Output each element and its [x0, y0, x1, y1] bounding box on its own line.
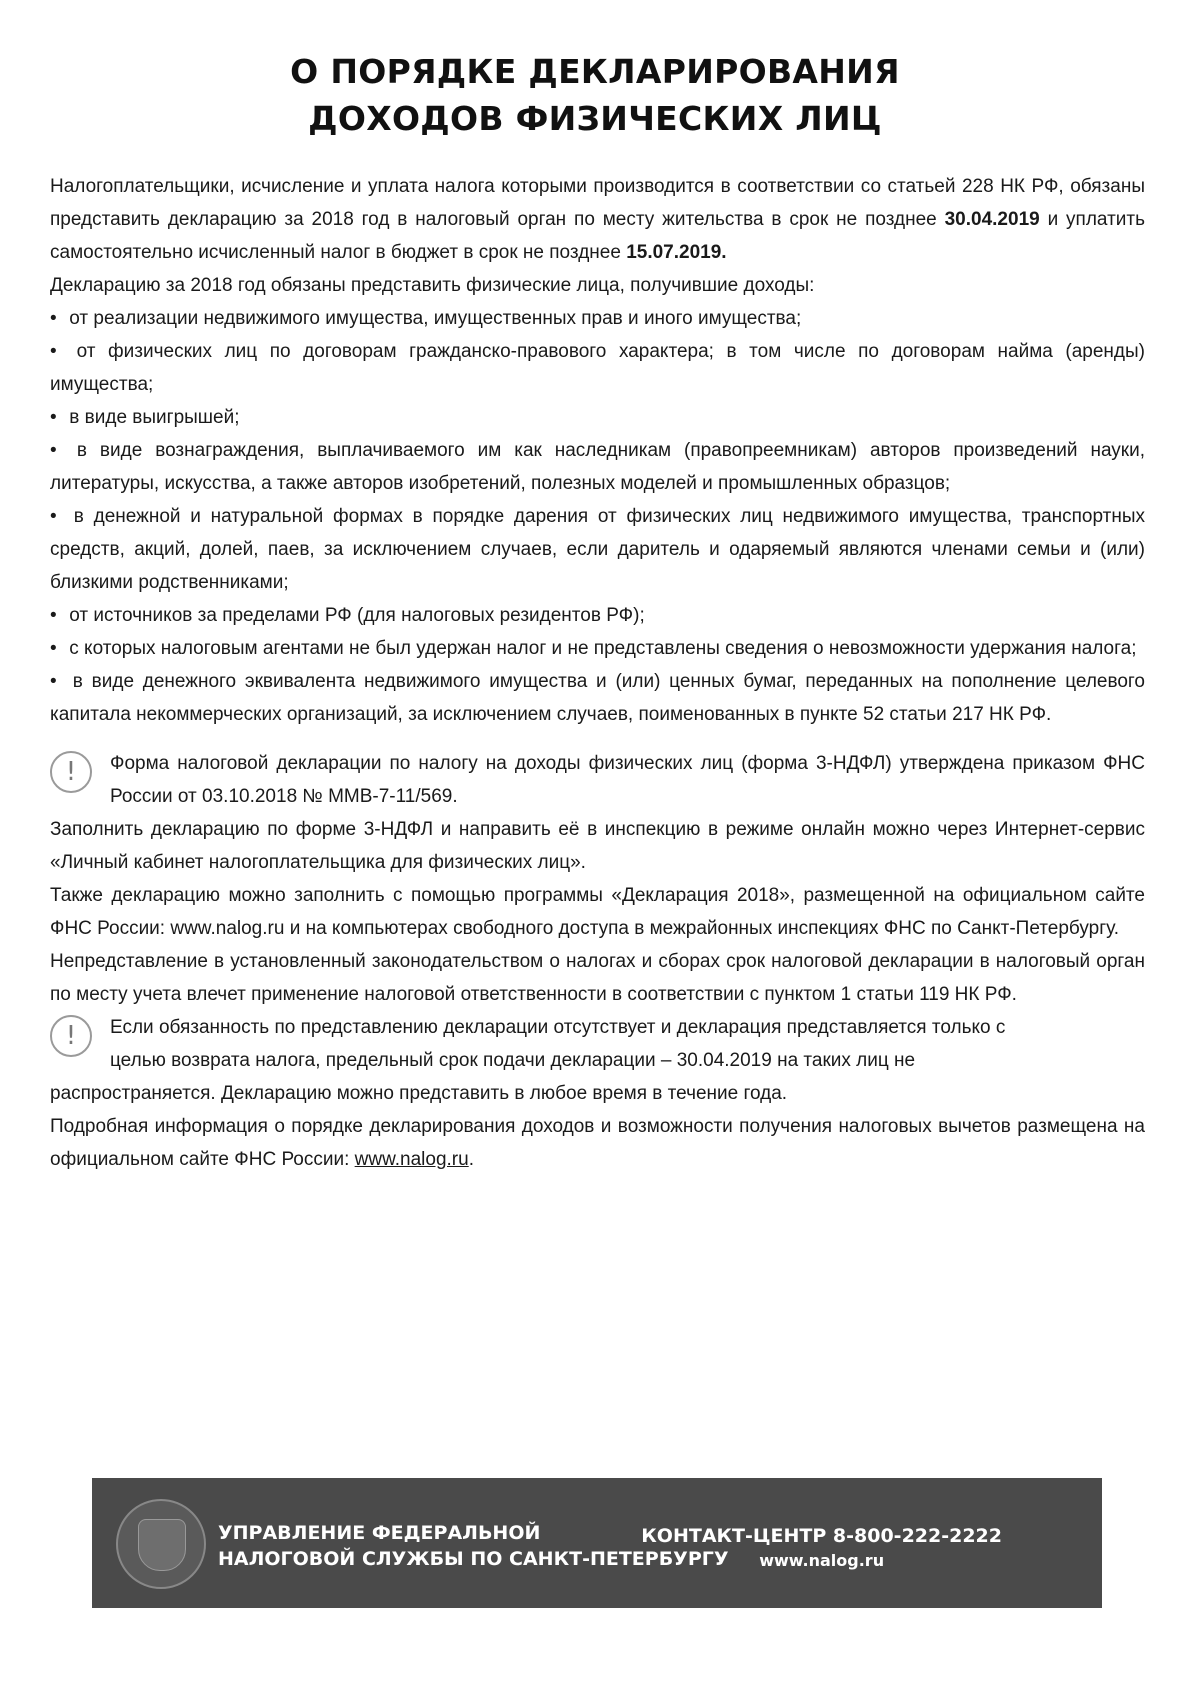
bullet-icon: • [50, 638, 57, 659]
note-text-rest: распространяется. Декларацию можно представить в любое время в течение года. [50, 1083, 788, 1104]
note-text-line-1: Если обязанность по представлению декларации отсутствует и декларация представляется только с [110, 1017, 1006, 1038]
note-refund [50, 1011, 1145, 1110]
note-form-approval [50, 747, 1145, 813]
note-text: Форма налоговой декларации по налогу на доходы физических лиц (форма 3-НДФЛ) утверждена приказом ФНС России от 03.10.2018 № ММВ-7-11/569. [110, 753, 1145, 807]
title-line-2: ДОХОДОВ ФИЗИЧЕСКИХ ЛИЦ [308, 99, 882, 138]
bullet-icon: • [50, 341, 57, 362]
paragraph-final [50, 1110, 1145, 1176]
intro-paragraph [50, 170, 1145, 269]
paragraph-program: Также декларацию можно заполнить с помощью программы «Декларация 2018», размещенной на официальном сайте ФНС России: www.nalog.ru и на компьютерах свободного доступа в межрайонных инспекциях ФНС по Санкт-Петербургу. [50, 885, 1145, 939]
deadline-date-declaration: 30.04.2019 [944, 209, 1040, 230]
note-text-line-2: целью возврата налога, предельный срок подачи декларации – 30.04.2019 на таких лиц не [110, 1050, 916, 1071]
list-item [50, 665, 1145, 731]
list-item [50, 632, 1145, 665]
list-item [50, 599, 1145, 632]
intro-text-1: Налогоплательщики, исчисление и уплата налога которыми производится в соответствии со статьей 228 НК РФ, обязаны представить декларацию за 2018 год в налоговый орган по месту жительства в срок не позднее [50, 176, 1145, 230]
list-intro: Декларацию за 2018 год обязаны представить физические лица, получившие доходы: [50, 275, 815, 296]
bullet-icon: • [50, 407, 57, 428]
footer-banner [92, 1478, 1102, 1608]
list-item [50, 500, 1145, 599]
eagle-shield-icon [138, 1519, 186, 1571]
paragraph-online: Заполнить декларацию по форме 3-НДФЛ и направить её в инспекцию в режиме онлайн можно через Интернет-сервис «Личный кабинет налогоплательщика для физических лиц». [50, 819, 1145, 873]
list-item [50, 335, 1145, 401]
fns-emblem-icon [116, 1499, 206, 1589]
bullet-icon: • [50, 671, 57, 692]
final-end: . [468, 1149, 474, 1170]
bullet-icon: • [50, 506, 57, 527]
list-item [50, 401, 1145, 434]
footer-contact [641, 1523, 1002, 1573]
footer-site-link[interactable]: www.nalog.ru [759, 1551, 885, 1570]
list-item-text: от физических лиц по договорам гражданско-правового характера; в том числе по договорам найма (аренды) имущества; [50, 341, 1145, 395]
bullet-icon: • [50, 440, 57, 461]
list-item-text: в виде денежного эквивалента недвижимого имущества и (или) ценных бумаг, переданных на пополнение целевого капитала некоммерческих организаций, за исключением случаев, поименованных в пункте 52 статьи 217 НК РФ. [50, 671, 1146, 725]
income-list [50, 302, 1145, 731]
title-line-1: О ПОРЯДКЕ ДЕКЛАРИРОВАНИЯ [290, 52, 900, 91]
document-body [50, 170, 1145, 1176]
list-item-text: с которых налоговым агентами не был удержан налог и не представлены сведения о невозможности удержания налога; [69, 638, 1137, 659]
page-title [0, 48, 1190, 142]
org-line-1: УПРАВЛЕНИЕ ФЕДЕРАЛЬНОЙ [218, 1522, 541, 1544]
list-item [50, 302, 1145, 335]
paragraph-penalty: Непредставление в установленный законодательством о налогах и сборах срок налоговой декларации в налоговый орган по месту учета влечет применение налоговой ответственности в соответствии с пунктом 1 статьи 119 НК РФ. [50, 951, 1145, 1005]
bullet-icon: • [50, 605, 57, 626]
list-item-text: в денежной и натуральной формах в порядке дарения от физических лиц недвижимого имущества, транспортных средств, акций, долей, паев, за исключением случаев, если даритель и одаряемый являются членами семьи и (или) близкими родственниками; [50, 506, 1145, 593]
exclamation-icon: ! [50, 1015, 92, 1057]
final-text: Подробная информация о порядке декларирования доходов и возможности получения налоговых вычетов размещена на официальном сайте ФНС России: [50, 1116, 1145, 1170]
exclamation-icon: ! [50, 751, 92, 793]
intro-text-2: и уплатить самостоятельно исчисленный налог в бюджет в срок не позднее [50, 209, 1145, 263]
deadline-date-payment: 15.07.2019. [626, 242, 727, 263]
list-item-text: в виде вознаграждения, выплачиваемого им как наследникам (правопреемникам) авторов произведений науки, литературы, искусства, а также авторов изобретений, полезных моделей и промышленных образцов; [50, 440, 1146, 494]
contact-center: КОНТАКТ-ЦЕНТР 8-800-222-2222 [641, 1525, 1002, 1547]
list-item [50, 434, 1145, 500]
list-item-text: от реализации недвижимого имущества, имущественных прав и иного имущества; [69, 308, 802, 329]
bullet-icon: • [50, 308, 57, 329]
org-line-2: НАЛОГОВОЙ СЛУЖБЫ ПО САНКТ-ПЕТЕРБУРГУ [218, 1548, 729, 1570]
nalog-link[interactable]: www.nalog.ru [354, 1149, 469, 1170]
list-item-text: от источников за пределами РФ (для налоговых резидентов РФ); [69, 605, 645, 626]
list-item-text: в виде выигрышей; [69, 407, 240, 428]
